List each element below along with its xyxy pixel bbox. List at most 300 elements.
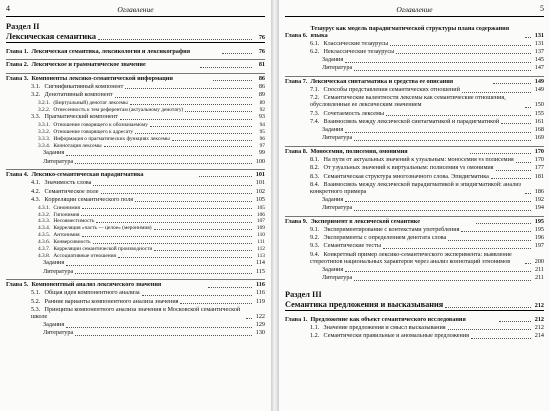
entry-title: Корреляции семантического поля (44, 195, 134, 203)
entry-title: Классические тезаурусы (323, 39, 389, 47)
entry-title: Денотативный компонент (44, 91, 113, 99)
right-page (279, 0, 550, 411)
entry-title: Общая идея компонентного анализа (44, 289, 140, 297)
entry-text (43, 159, 73, 166)
toc-extra-entry (6, 150, 265, 157)
leader-dots (345, 62, 531, 63)
section-entry (285, 49, 544, 56)
entry-page: 122 (255, 312, 265, 320)
part-title-row (285, 300, 544, 310)
leader-dots (462, 92, 531, 93)
toc-extra-entry (6, 322, 265, 329)
entry-number: 8.2. (310, 164, 320, 172)
section-entry (285, 243, 544, 250)
entry-title: Синонимия (53, 204, 80, 211)
chapter-label: Глава 3. (6, 74, 29, 82)
chapter-page: 86 (258, 74, 265, 82)
leader-dots (135, 201, 252, 202)
entry-page: 86 (258, 82, 265, 90)
chapter-page: 116 (256, 281, 265, 289)
leader-dots (448, 240, 531, 241)
entry-text (310, 333, 469, 340)
section-entry (285, 325, 544, 332)
entry-page: 155 (534, 109, 544, 117)
part-page: 76 (258, 33, 265, 41)
entry-number: 3.3. (31, 113, 41, 121)
leader-dots (345, 132, 531, 133)
entry-page: 119 (255, 297, 265, 305)
chapter-label: Глава 1. (6, 47, 29, 55)
entry-text (38, 232, 80, 238)
leader-dots (345, 271, 531, 272)
entry-page: 110 (257, 232, 265, 239)
leader-dots (213, 80, 252, 81)
section-entry (6, 197, 265, 204)
leader-dots (200, 67, 252, 68)
page-number: 4 (6, 4, 10, 13)
leader-dots (75, 335, 252, 336)
entry-title: На пути от актуальных значений к узуальным: моносемия vs полисемия (323, 156, 514, 164)
entry-text (31, 307, 244, 321)
entry-text (31, 84, 123, 91)
entry-text (38, 225, 152, 231)
toc-extra-entry (6, 269, 265, 276)
chapter-page: 76 (258, 47, 265, 55)
part-page: 212 (534, 301, 544, 309)
leader-dots (96, 222, 252, 223)
entry-page: 147 (534, 64, 544, 72)
entry-page: 181 (534, 172, 544, 180)
entry-title: Отношение говорящего к адресату (53, 129, 134, 136)
toc-extra-entry (285, 205, 544, 212)
entry-text (310, 182, 523, 196)
entry-title: Принципы компонентного анализа значения в Московской семантической школе (31, 305, 241, 320)
chapter-label: Глава 4. (6, 171, 29, 179)
entry-text (310, 174, 489, 181)
entry-title: Литература (43, 157, 74, 165)
entry-page: 92 (259, 106, 265, 113)
entry-text (38, 136, 170, 142)
entry-title: Литература (43, 267, 74, 275)
entry-page: 112 (257, 246, 265, 253)
section-entry (6, 307, 265, 321)
section-entry (285, 119, 544, 126)
entry-page: 130 (255, 329, 265, 337)
entry-text (310, 87, 460, 94)
section-entry (285, 41, 544, 48)
entry-page: 93 (258, 113, 265, 121)
entry-title: Семантическое поле (44, 187, 99, 195)
chapter-label: Глава 9. (285, 217, 308, 225)
leader-dots (66, 265, 252, 266)
leader-dots (386, 115, 531, 116)
toc-extra-entry (6, 260, 265, 267)
chapter-list (285, 315, 544, 340)
entry-text (310, 243, 381, 250)
section-entry (285, 252, 544, 266)
entry-page: 96 (259, 136, 265, 142)
entry-title: Отношение говорящего к обозначаемому (53, 122, 148, 129)
entry-number: 4.3.1. (38, 204, 51, 211)
entry-page: 116 (255, 289, 265, 297)
entry-page: 161 (534, 117, 544, 125)
entry-number: 3.1. (31, 82, 41, 90)
toc-extra-entry (6, 159, 265, 166)
entry-number: 6.2. (310, 48, 320, 55)
entry-text (310, 227, 459, 234)
entry-page: 194 (534, 204, 544, 212)
entry-text (310, 165, 494, 172)
entry-number: 4.3.5. (38, 232, 51, 239)
leader-dots (354, 280, 531, 281)
entry-title: Антонимия (53, 232, 80, 239)
leader-dots (93, 185, 252, 186)
chapter-title: Компонентный анализ лексического значения (31, 281, 162, 289)
entry-text (31, 299, 178, 306)
section-entry (285, 235, 544, 242)
leader-dots (82, 208, 252, 209)
entry-number: 9.4. (310, 250, 320, 258)
subsection-entry (6, 239, 265, 245)
subsection-entry (6, 232, 265, 238)
entry-text (38, 143, 102, 149)
entry-text (310, 325, 446, 332)
entry-title: Литература (322, 204, 353, 212)
entry-text (310, 252, 523, 266)
chapter-label: Глава 7. (285, 78, 308, 85)
entry-number: 4.2. (31, 187, 41, 195)
entry-title: Способы представления семантических отношений (323, 86, 460, 94)
chapter-heading (285, 146, 544, 156)
entry-text (31, 92, 113, 99)
entry-page: 170 (534, 156, 544, 164)
entry-title: Взаимосвязь между лексической парадигматикой и эпидигматикой: анализ конкретного примера (310, 180, 521, 195)
part-label: Раздел III (285, 290, 322, 300)
entry-title: Задания (322, 126, 344, 134)
entry-title: Экспериментирование с контекстами употребления (323, 225, 460, 233)
subsection-entry (6, 246, 265, 252)
entry-title: Задания (43, 149, 65, 157)
entry-text (38, 100, 128, 106)
section-entry (285, 182, 544, 196)
toc-extra-entry (285, 127, 544, 134)
entry-title: Семантические валентности лексемы как семантические отношения, обусловленные ее лексическим значением (310, 94, 506, 109)
entry-title: Семантические тесты (323, 242, 382, 250)
toc-extra-entry (285, 57, 544, 64)
leader-dots (354, 70, 531, 71)
running-head-title: Оглавление (117, 4, 154, 14)
chapter-page: 81 (258, 61, 266, 69)
toc-extra-entry (6, 330, 265, 337)
chapter-heading (6, 279, 265, 289)
chapter-label: Глава 5. (6, 281, 29, 289)
entry-page: 107 (256, 218, 265, 225)
entry-number: 4.3.4. (38, 225, 51, 232)
entry-number: 4.3.2. (38, 211, 51, 218)
entry-page: 100 (255, 157, 265, 165)
entry-number: 8.3. (310, 172, 320, 180)
leader-dots (345, 201, 531, 202)
chapter-heading (6, 169, 265, 179)
leader-dots (154, 250, 252, 251)
entry-title: Задания (322, 195, 344, 203)
section-entry (285, 174, 544, 181)
entry-title: Конверсивность (53, 239, 91, 246)
section-entry (285, 87, 544, 94)
leader-dots (66, 327, 252, 328)
subsection-entry (6, 253, 265, 259)
leader-dots (115, 97, 252, 98)
entry-number: 3.3.1. (38, 122, 51, 129)
entry-title: От узуальных значений к виртуальным: полисемия vs омонимия (323, 164, 494, 172)
entry-title: Литература (322, 274, 353, 282)
entry-number: 3.2.1. (38, 100, 51, 107)
leader-dots (491, 178, 531, 179)
chapter-label: Глава 1. (285, 315, 308, 323)
leader-dots (101, 193, 252, 194)
entry-text (310, 119, 499, 126)
entry-text (38, 246, 152, 252)
section-entry (285, 165, 544, 172)
chapter-heading (6, 59, 265, 69)
entry-text (322, 57, 343, 64)
running-header (6, 4, 265, 17)
entry-title: (Виртуальный) денотат лексемы (53, 100, 128, 107)
chapter-page: 149 (534, 78, 544, 85)
part-rule (6, 42, 265, 43)
entry-page: 195 (534, 225, 544, 233)
leader-dots (75, 273, 252, 274)
leader-dots (525, 107, 531, 108)
entry-number: 8.1. (310, 156, 320, 164)
chapter-title: Лексическая семантика, лексикология и лексикография (31, 47, 191, 55)
part-title: Семантика предложения и высказывания (285, 299, 444, 309)
entry-number: 7.3. (310, 109, 320, 117)
part-title-row (6, 32, 265, 42)
chapter-list (6, 47, 265, 338)
entry-number: 7.2. (310, 94, 320, 102)
section-entry (6, 189, 265, 196)
entry-title: Литература (43, 329, 74, 337)
entry-title: Гипонимия (53, 211, 80, 218)
leader-dots (98, 39, 252, 40)
entry-page: 177 (534, 164, 544, 172)
entry-page: 101 (255, 179, 265, 187)
entry-text (310, 235, 446, 242)
entry-page: 111 (257, 239, 265, 246)
leader-dots (354, 140, 531, 141)
entry-page: 109 (256, 225, 265, 232)
entry-page: 192 (534, 195, 544, 203)
subsection-entry (6, 100, 265, 106)
chapter-heading (285, 315, 544, 324)
subsection-entry (6, 107, 265, 113)
leader-dots (75, 163, 252, 164)
section-entry (285, 95, 544, 109)
entry-number: 4.3.3. (38, 218, 51, 225)
page-number: 5 (540, 4, 544, 13)
entry-page: 105 (255, 195, 265, 203)
entry-text (322, 197, 343, 204)
leader-dots (135, 133, 252, 134)
entry-number: 9.1. (310, 225, 320, 233)
entry-text (322, 205, 352, 212)
leader-dots (390, 45, 531, 46)
book-gutter (271, 0, 279, 411)
chapter-title: Лексическое и грамматическое значение (31, 61, 146, 69)
entry-text (310, 95, 523, 109)
entry-title: Сочетаемость лексемы (323, 109, 385, 117)
chapter-title: Предложение как объект семантического исследования (310, 315, 466, 323)
entry-page: 129 (255, 321, 265, 329)
entry-number: 3.2. (31, 91, 41, 99)
entry-page: 211 (534, 265, 544, 273)
entry-title: Ранние варианты компонентного анализа значения (44, 297, 179, 305)
entry-page: 168 (534, 126, 544, 134)
entry-page: 114 (255, 259, 265, 267)
entry-number: 4.3. (31, 195, 41, 203)
entry-text (38, 107, 183, 113)
entry-number: 5.3. (31, 305, 41, 313)
chapter-title: Тезаурус как модель парадигматической структуры плана содержания языка (310, 24, 510, 39)
section-entry (6, 114, 265, 121)
leader-dots (199, 176, 252, 177)
leader-dots (222, 53, 252, 54)
leader-dots (516, 162, 531, 163)
part-heading (6, 22, 265, 43)
entry-page: 99 (258, 149, 265, 157)
entry-page: 186 (534, 187, 544, 195)
leader-dots (493, 83, 531, 84)
entry-number: 4.1. (31, 179, 41, 187)
entry-text (31, 180, 91, 187)
entry-title: Значимость слова (44, 179, 92, 187)
leader-dots (496, 170, 531, 171)
entry-text (38, 253, 116, 259)
toc-extra-entry (285, 197, 544, 204)
leader-dots (185, 111, 252, 112)
entry-title: Неклассические тезаурусы (323, 48, 395, 55)
entry-title: Задания (322, 265, 344, 273)
entry-number: 7.1. (310, 86, 320, 94)
table-of-contents (285, 20, 544, 340)
entry-title: Конкретный пример лексико-семантического эксперимента: выявление стереотипов национальных характеров через анализ коннотаций этнонимов (310, 250, 512, 265)
entry-text (310, 111, 384, 118)
entry-title: Взаимосвязь между лексической синтагматикой и парадигматикой (323, 117, 500, 125)
entry-title: Ассоциативные отношения (53, 253, 117, 260)
entry-text (43, 322, 64, 329)
entry-text (31, 114, 118, 121)
toc-extra-entry (285, 65, 544, 72)
entry-text (322, 275, 352, 282)
section-entry (6, 84, 265, 91)
subsection-entry (6, 129, 265, 135)
table-of-contents (6, 20, 265, 337)
section-entry (6, 290, 265, 297)
entry-number: 3.2.2. (38, 106, 51, 113)
chapter-heading (285, 216, 544, 226)
entry-page: 200 (534, 257, 544, 265)
section-entry (285, 227, 544, 234)
leader-dots (471, 338, 531, 339)
section-entry (285, 157, 544, 164)
entry-title: Отнесенность к тем референтам (актуальному денотату) (53, 106, 184, 113)
entry-title: Задания (322, 56, 344, 64)
leader-dots (208, 287, 252, 288)
chapter-title: Эксперимент в лексической семантике (310, 217, 420, 225)
entry-page: 102 (255, 187, 265, 195)
subsection-entry (6, 143, 265, 149)
leader-dots (461, 231, 531, 232)
entry-number: 1.2. (310, 332, 320, 340)
entry-text (38, 239, 91, 245)
subsection-entry (6, 218, 265, 224)
chapter-heading (6, 47, 265, 56)
toc-extra-entry (285, 135, 544, 142)
chapter-label: Глава 6. (285, 31, 308, 39)
entry-title: Несовместимость (53, 218, 95, 225)
entry-text (322, 127, 343, 134)
leader-dots (82, 236, 252, 237)
entry-text (38, 218, 94, 224)
entry-title: Сигнификативный компонент (44, 82, 124, 90)
entry-text (38, 212, 79, 218)
entry-title: Семантически правильные и аномальные предложения (323, 332, 470, 340)
entry-page: 211 (534, 274, 544, 282)
subsection-entry (6, 136, 265, 142)
entry-title: Задания (43, 259, 65, 267)
entry-title: Информация о прагматических функциях лексемы (53, 136, 170, 142)
entry-number: 3.3.2. (38, 129, 51, 136)
entry-title: Семантическая структура многозначного слова. Эпидигматика (323, 172, 489, 180)
chapter-label: Глава 2. (6, 61, 29, 69)
entry-page: 94 (259, 122, 265, 129)
subsection-entry (6, 212, 265, 218)
entry-number: 7.4. (310, 117, 320, 125)
leader-dots (154, 229, 252, 230)
entry-page: 95 (259, 129, 265, 136)
leader-dots (104, 146, 252, 147)
entry-text (31, 290, 140, 297)
leader-dots (445, 307, 531, 308)
entry-number: 4.3.7. (38, 246, 51, 253)
leader-dots (525, 37, 531, 38)
leader-dots (118, 257, 252, 258)
chapter-page: 101 (255, 171, 265, 179)
entry-text (31, 189, 99, 196)
section-entry (285, 111, 544, 118)
left-page (0, 0, 271, 411)
entry-page: 169 (534, 134, 544, 142)
entry-page: 97 (259, 142, 265, 149)
leader-dots (172, 140, 252, 141)
subsection-entry (6, 205, 265, 211)
leader-dots (525, 193, 531, 194)
part-rule (285, 310, 544, 311)
entry-number: 9.2. (310, 234, 320, 242)
leader-dots (81, 215, 252, 216)
running-head-title: Оглавление (396, 4, 433, 14)
entry-page: 113 (257, 253, 265, 260)
entry-page: 131 (534, 39, 544, 47)
part-title: Лексическая семантика (6, 31, 97, 41)
entry-text (31, 197, 133, 204)
entry-page: 89 (259, 100, 265, 107)
entry-page: 149 (534, 86, 544, 94)
entry-title: Корреляция «часть — целое» (меронимия) (53, 225, 152, 232)
chapter-page: 212 (534, 315, 545, 323)
entry-page: 196 (534, 234, 544, 242)
